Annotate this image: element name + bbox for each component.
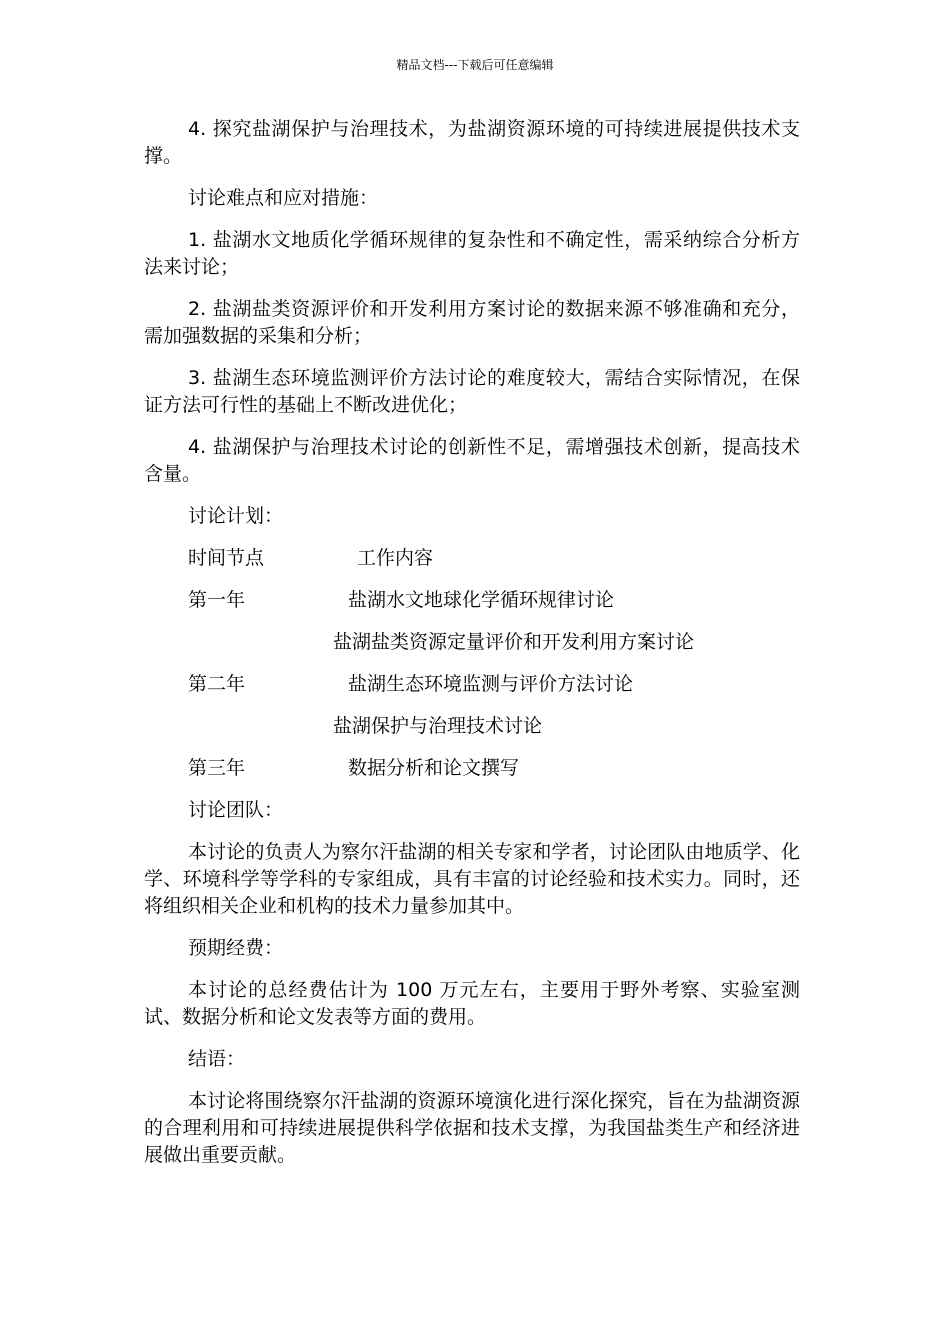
schedule-work: 盐湖保护与治理技术讨论 [333,715,543,737]
team-paragraph: 本讨论的负责人为察尔汗盐湖的相关专家和学者，讨论团队由地质学、化学、环境科学等学科的专家组成，具有丰富的讨论经验和技术实力。同时，还将组织相关企业和机构的技术力量参加其中。 [144,841,800,917]
budget-paragraph: 本讨论的总经费估计为 100 万元左右，主要用于野外考察、实验室测试、数据分析和论文发表等方面的费用。 [144,979,800,1028]
schedule-time: 第二年 [188,673,246,695]
section-heading-plan: 讨论计划： [188,505,284,527]
schedule-row [144,671,800,698]
schedule-time: 第三年 [188,757,246,779]
goal-item-4: 4. 探究盐湖保护与治理技术，为盐湖资源环境的可持续进展提供技术支撑。 [144,118,800,167]
difficulty-item-2: 2. 盐湖盐类资源评价和开发利用方案讨论的数据来源不够准确和充分，需加强数据的采集和分析； [144,298,800,347]
document-body [144,116,800,1184]
section-heading-conclusion: 结语： [188,1048,246,1070]
conclusion-paragraph: 本讨论将围绕察尔汗盐湖的资源环境演化进行深化探究，旨在为盐湖资源的合理利用和可持续进展提供科学依据和技术支撑，为我国盐类生产和经济进展做出重要贡献。 [144,1090,800,1166]
schedule-header-row [144,545,800,572]
schedule-work: 盐湖生态环境监测与评价方法讨论 [348,673,634,695]
difficulty-item-1: 1. 盐湖水文地质化学循环规律的复杂性和不确定性，需采纳综合分析方法来讨论； [144,229,800,278]
schedule-row [144,629,800,656]
schedule-row [144,587,800,614]
schedule-work: 数据分析和论文撰写 [348,757,520,779]
schedule-work: 盐湖盐类资源定量评价和开发利用方案讨论 [333,631,695,653]
section-heading-budget: 预期经费： [188,937,284,959]
schedule-row [144,755,800,782]
schedule-work: 盐湖水文地球化学循环规律讨论 [348,589,615,611]
section-heading-difficulties: 讨论难点和应对措施： [188,187,379,209]
difficulty-item-3: 3. 盐湖生态环境监测评价方法讨论的难度较大，需结合实际情况，在保证方法可行性的基础上不断改进优化； [144,367,800,416]
section-heading-team: 讨论团队： [188,799,284,821]
schedule-header-work: 工作内容 [357,547,434,569]
schedule-row [144,713,800,740]
difficulty-item-4: 4. 盐湖保护与治理技术讨论的创新性不足，需增强技术创新，提高技术含量。 [144,436,800,485]
page-header: 精品文档---下载后可任意编辑 [396,58,554,72]
schedule-header-time: 时间节点 [188,547,265,569]
schedule-time: 第一年 [188,589,246,611]
